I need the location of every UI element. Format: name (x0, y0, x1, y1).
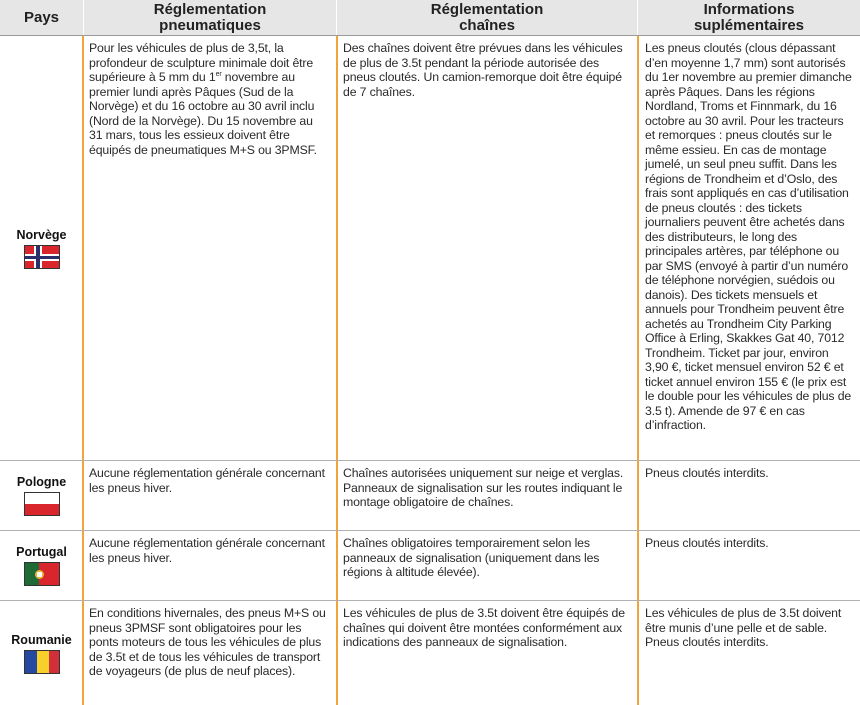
table-row (0, 461, 860, 530)
tyres-regulation-cell: Aucune réglementation générale concernant les pneus hiver. (89, 466, 325, 495)
header-country (0, 0, 83, 35)
country-name: Roumanie (11, 632, 72, 647)
header-tyres-line1: Réglementation (153, 0, 267, 18)
country-name: Pologne (16, 475, 67, 489)
info-cell: Les pneus cloutés (clous dépassant d’en moyenne 1,7 mm) sont autorisés du 1er novembre au premier dimanche après Pâques. Dans les régions Nordland, Troms et Finnmark, du 16 octobre au 30 avril. Pour les tracteurs et remorques : pneus cloutés sur le même essieu. En cas de montage jumelé, un seul pneu suffit. Dans les régions de Trondheim et d’Oslo, des frais sont appliqués en cas d’utilisation de pneus cloutés : des tickets journaliers peuvent être achetés dans des distributeurs, le long des principales artères, par téléphone ou par SMS (envoyé à partir d’un numéro de téléphone norvégien, suédois ou danois). Des tickets mensuels et annuels pour Trondheim peuvent être achetés au Trondheim City Parking Office à Erling, Skakkes Gat 40, 7012 Trondheim. Ticket par jour, environ 3,90 €, ticket mensuel environ 52 € et ticket annuel environ 155 € (le prix est le double pour les véhicules de plus de 3.5 t). Amende de 97 € en cas d’infraction. (645, 41, 852, 432)
romania-flag-icon (24, 650, 60, 674)
poland-flag-icon (24, 492, 60, 516)
tyres-text-cont: novembre au premier lundi après Pâques (Sud de la Norvège) et du 16 octobre au 30 avril inclu (Nord de la Norvège). Du 15 novembre au 31 mars, tous les essieux doivent être équipés de pneumatiques M+S ou 3PMSF. (89, 70, 317, 157)
header-country-label: Pays (23, 8, 60, 26)
header-info-line2: suplémentaires (693, 16, 805, 34)
country-name: Norvège (16, 227, 67, 242)
header-tyres-line2: pneumatiques (159, 16, 261, 34)
tyres-text: Pour les véhicules de plus de 3,5t, la profondeur de sculpture minimale doit être supérieure à 5 mm du 1 (89, 41, 314, 84)
chains-regulation-cell: Chaînes autorisées uniquement sur neige et verglas. Panneaux de signalisation sur les routes indiquant le montage obligatoire de chaînes. (343, 466, 624, 509)
header-chains-line2: chaînes (459, 16, 515, 34)
table-header (0, 0, 860, 36)
tyres-regulation-cell: En conditions hivernales, des pneus M+S ou pneus 3PMSF sont obligatoires pour les ponts moteurs de tous les véhicules de plus de 3.5t et de tous les véhicules de transport de voyageurs (de plus de neuf places). (89, 606, 326, 678)
tyres-regulation-cell: Aucune réglementation générale concernant les pneus hiver. (89, 536, 325, 565)
country-name: Portugal (16, 545, 67, 559)
norway-flag-icon (24, 245, 60, 269)
header-chains (337, 0, 637, 35)
header-tyres (84, 0, 336, 35)
header-chains-line1: Réglementation (430, 0, 544, 18)
info-cell: Pneus cloutés interdits. (645, 536, 769, 550)
country-cell (0, 36, 83, 460)
table-row (0, 36, 860, 460)
info-cell: Les véhicules de plus de 3.5t doivent être munis d’une pelle et de sable. Pneus cloutés interdits. (645, 606, 842, 649)
table-row (0, 601, 860, 705)
tyres-regulation-cell (89, 41, 329, 157)
chains-regulation-cell: Les véhicules de plus de 3.5t doivent être équipés de chaînes qui doivent être montées conformément aux indications des panneaux de signalisation. (343, 606, 625, 649)
table-row (0, 531, 860, 600)
info-cell: Pneus cloutés interdits. (645, 466, 769, 480)
chains-regulation-cell: Des chaînes doivent être prévues dans les véhicules de plus de 3.5t pendant la période autorisée des pneus cloutés. Un camion-remorque doit être équipé de 7 chaînes. (343, 41, 623, 99)
country-cell (0, 601, 83, 705)
portugal-flag-icon (24, 562, 60, 586)
country-cell (0, 531, 83, 600)
chains-regulation-cell: Chaînes obligatoires temporairement selon les panneaux de signalisation (uniquement dans les régions à altitude élevée). (343, 536, 600, 579)
header-info-line1: Informations (703, 0, 795, 18)
header-info (638, 0, 860, 35)
country-cell (0, 461, 83, 530)
tyres-superscript: er (215, 70, 222, 78)
